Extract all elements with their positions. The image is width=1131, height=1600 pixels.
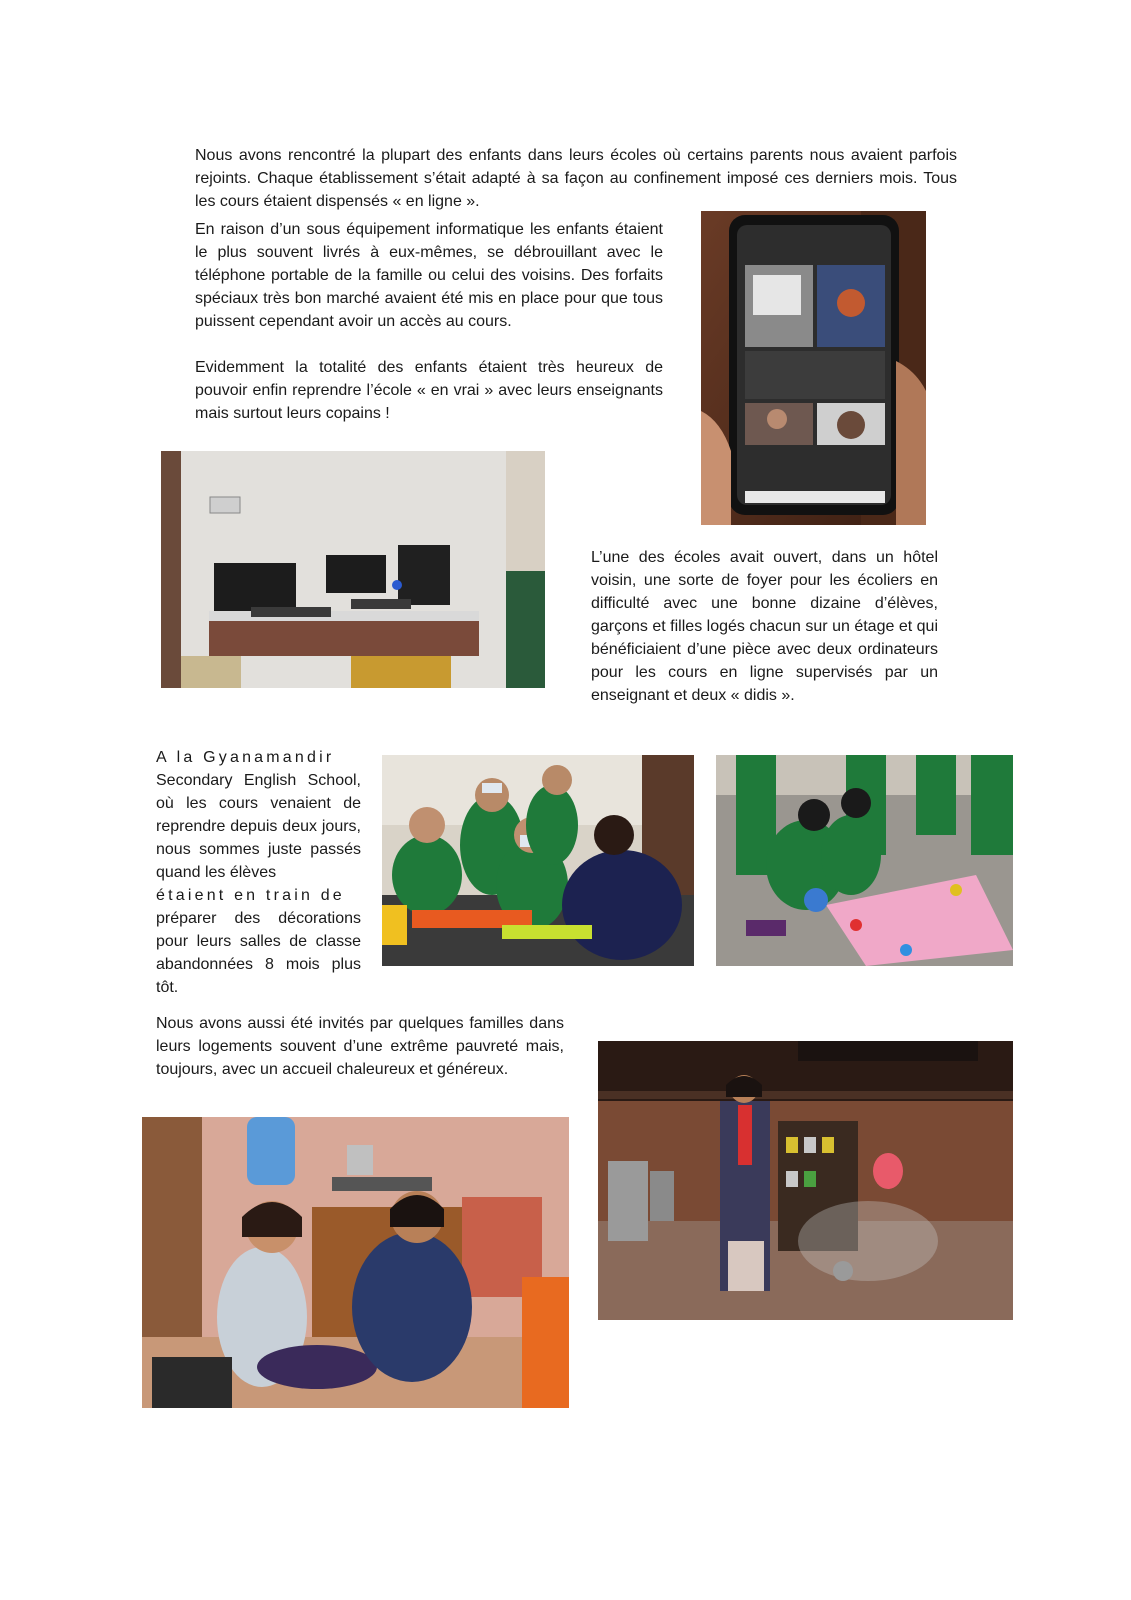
students-poster-photo xyxy=(716,755,1013,966)
gyanamandir-line-2: Secondary English School, où les cours venaient de reprendre depuis deux jours, nous sommes juste passés quand les élèves xyxy=(156,772,361,881)
students-decorations-photo xyxy=(382,755,694,966)
gyanamandir-paragraph xyxy=(156,746,361,999)
gyanamandir-line-1: A la Gyanamandir xyxy=(156,749,335,766)
gyanamandir-line-4: préparer des décorations pour leurs salles de classe abandonnées 8 mois plus tôt. xyxy=(156,910,361,996)
happy-paragraph: Evidemment la totalité des enfants étaient très heureux de pouvoir enfin reprendre l’école « en vrai » avec leurs enseignants mais surtout leurs copains ! xyxy=(195,359,663,422)
gyanamandir-line-3: étaient en train de xyxy=(156,887,345,904)
family-kitchen-photo xyxy=(142,1117,569,1408)
phone-video-call-photo xyxy=(701,211,926,525)
intro-paragraph: Nous avons rencontré la plupart des enfants dans leurs écoles où certains parents nous avaient parfois rejoints. Chaque établissement s’était adapté à sa façon au confinement imposé ces derniers mois. Tous les cours étaient dispensés « en ligne ». xyxy=(195,147,957,210)
computer-room-photo xyxy=(161,451,545,688)
families-paragraph: Nous avons aussi été invités par quelques familles dans leurs logements souvent d’une extrême pauvreté mais, toujours, avec un accueil chaleureux et généreux. xyxy=(156,1015,564,1078)
hostel-paragraph: L’une des écoles avait ouvert, dans un hôtel voisin, une sorte de foyer pour les écoliers en difficulté avec une bonne dizaine d’élèves, garçons et filles logés chacun sur un étage et qui bénéficiaient d’une pièce avec deux ordinateurs pour les cours en ligne supervisés par un enseignant et deux « didis ». xyxy=(591,549,938,704)
equipment-paragraph: En raison d’un sous équipement informatique les enfants étaient le plus souvent livrés à eux-mêmes, se débrouillant avec le téléphone portable de la famille ou celui des voisins. Des forfaits spéciaux très bon marché avaient été mis en place pour que tous puissent cependant avoir un accès au cours. xyxy=(195,221,663,330)
woman-kitchen-photo xyxy=(598,1041,1013,1320)
